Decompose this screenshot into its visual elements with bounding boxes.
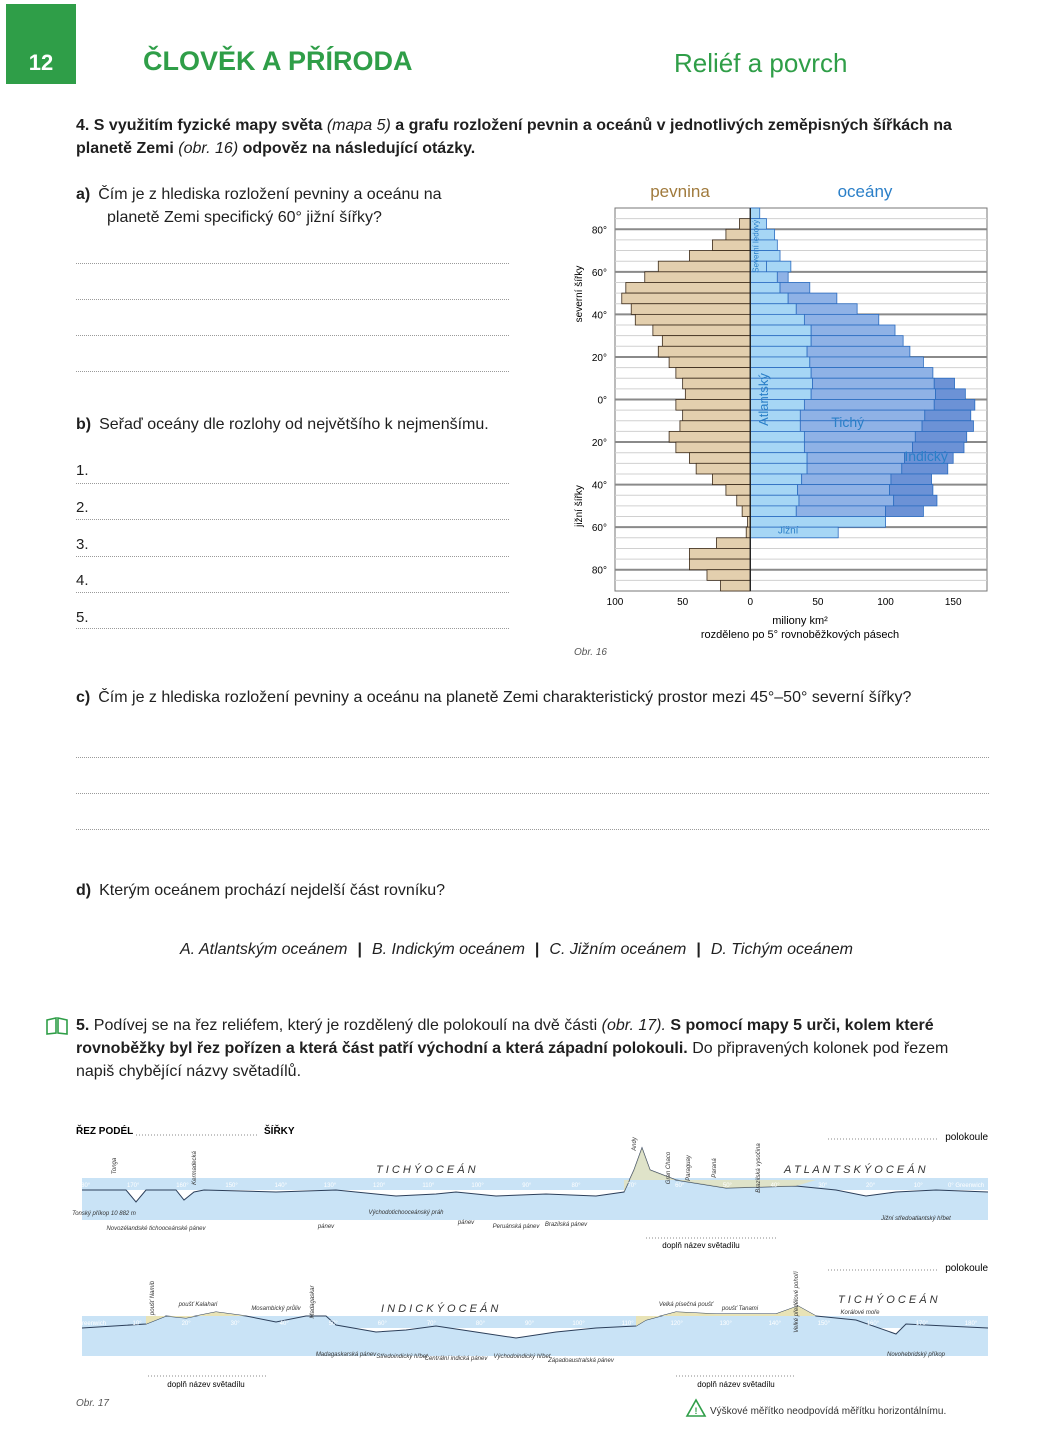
bottom-ocean-pacific: T I C H Ý O C E Á N <box>838 1294 938 1306</box>
longitude-tick: 60° <box>675 1183 685 1189</box>
task4-intro-a: S využitím fyzické mapy světa <box>93 117 323 134</box>
longitude-tick: 150° <box>225 1183 238 1189</box>
x-tick-label: 50 <box>677 597 689 608</box>
ocean-bar <box>750 314 804 325</box>
chart-title-oceans: oceány <box>837 182 893 201</box>
ocean-bar <box>804 314 878 325</box>
land-bar <box>676 400 750 411</box>
warning-text: Výškové měřítko neodpovídá měřítku horizontálnímu. <box>710 1406 947 1417</box>
option-separator: | <box>696 941 701 958</box>
y-tick-label: 40° <box>591 310 607 322</box>
continent-blank-africa-label: doplň název světadílu <box>167 1380 245 1389</box>
answer-line-a4[interactable] <box>76 371 509 372</box>
longitude-tick: 80° <box>475 1321 485 1327</box>
answer-line-b2[interactable] <box>76 519 509 520</box>
ocean-bar <box>796 304 857 315</box>
relief-feature-label: Tonský příkop 10 882 m <box>72 1211 136 1217</box>
land-bar <box>742 506 750 517</box>
land-bar <box>712 240 750 251</box>
section-label: ŘEZ PODÉL <box>76 1126 134 1137</box>
land-bar <box>662 336 750 347</box>
ocean-bar <box>796 506 885 517</box>
longitude-tick: 140° <box>768 1321 781 1327</box>
land-bar <box>653 325 750 336</box>
task5-text-c: S pomocí mapy 5 urči, kolem <box>670 1017 891 1034</box>
ocean-bar <box>810 357 924 368</box>
order-number-4: 4. <box>76 572 89 589</box>
longitude-tick: 70° <box>627 1183 637 1189</box>
ocean-bar <box>798 485 890 496</box>
relief-feature-label: Východotichooceánský práh <box>368 1210 444 1216</box>
top-ocean-pacific: T I C H Ý O C E Á N <box>376 1164 476 1176</box>
longitude-tick: 20° <box>181 1321 191 1327</box>
question-d <box>76 879 776 902</box>
top-sea-surface <box>82 1178 988 1190</box>
relief-feature-label: Kermadecká <box>192 1151 198 1185</box>
ocean-label: Tichý <box>831 414 865 431</box>
ocean-bar <box>750 293 788 304</box>
question-b-label: b) <box>76 416 92 433</box>
question-d-text: Kterým oceánem prochází nejdelší část rovníku? <box>99 882 446 899</box>
chart-title-land: pevnina <box>650 182 710 201</box>
x-tick-label: 100 <box>606 597 624 608</box>
land-bar <box>683 410 751 421</box>
longitude-tick: 180° <box>77 1183 91 1189</box>
ocean-bar <box>936 389 966 400</box>
land-bar <box>645 272 751 283</box>
question-b-text: Seřaď oceány dle rozlohy od největšího k nejmenšímu. <box>99 416 489 433</box>
chart-caption: Obr. 16 <box>574 647 607 658</box>
longitude-tick: 80° <box>571 1183 581 1189</box>
warning-icon <box>687 1400 705 1416</box>
longitude-tick: 40° <box>279 1321 289 1327</box>
ocean-bar <box>799 495 894 506</box>
land-bar <box>683 378 751 389</box>
answer-line-a2[interactable] <box>76 299 509 300</box>
section-suffix: ŠÍŘKY <box>264 1126 295 1137</box>
x-label: miliony km² <box>772 615 828 627</box>
relief-feature-label: Středoindický hřbet <box>376 1354 428 1360</box>
relief-feature-label: poušť Kalahari <box>178 1302 218 1308</box>
ocean-bar <box>812 378 934 389</box>
longitude-tick: 160° <box>176 1183 189 1189</box>
land-bar <box>721 580 751 591</box>
task4-intro-d: šířkách na planetě Zemi <box>76 117 952 157</box>
longitude-tick: 20° <box>866 1183 876 1189</box>
question-a-line2: planetě Zemi specifický 60° jižní šířky? <box>107 209 382 226</box>
ocean-bar <box>811 389 935 400</box>
ocean-bar <box>767 261 791 272</box>
longitude-tick: 180° <box>964 1321 978 1327</box>
topic-title: Reliéf a povrch <box>674 48 848 78</box>
option-separator: | <box>357 941 362 958</box>
y-tick-label: 80° <box>591 225 607 237</box>
ocean-label: Jižní <box>777 525 799 537</box>
land-bar <box>622 293 751 304</box>
task5-text <box>76 1014 991 1083</box>
relief-feature-label: Tonga <box>112 1157 118 1175</box>
ocean-bar <box>890 485 933 496</box>
option-b[interactable]: B. Indickým oceánem <box>371 941 525 958</box>
x-tick-label: 150 <box>944 597 962 608</box>
ocean-bar <box>780 282 810 293</box>
x-tick-label: 100 <box>877 597 894 608</box>
land-bar <box>635 314 750 325</box>
relief-feature-label: Korálové moře <box>840 1310 880 1316</box>
ocean-bar <box>750 442 804 453</box>
longitude-tick: 30° <box>818 1183 828 1189</box>
relief-feature-label: poušť Namib <box>150 1280 156 1316</box>
land-bar <box>737 495 751 506</box>
land-bar <box>696 463 750 474</box>
relief-feature-label: Novozélandské tichooceánské pánev <box>106 1226 206 1232</box>
ocean-bar <box>925 410 971 421</box>
relief-feature-label: Velké předělové pohoří <box>794 1271 800 1333</box>
x-tick-label: 50 <box>812 597 824 608</box>
task4-intro <box>76 114 991 160</box>
svg-text:!: ! <box>694 1406 698 1416</box>
longitude-tick: 110° <box>621 1321 634 1327</box>
question-c-text: Čím je z hlediska rozložení pevniny a oceánu na planetě Zemi charakteristický prostor mezi 45°–50° severní šířky? <box>98 689 912 706</box>
task4-intro-fig-ref: (obr. 16) <box>178 140 239 157</box>
task4-intro-c: a grafu rozložení pevnin a oceánů v jednotlivých zeměpisných <box>395 117 869 134</box>
relief-feature-label: Paraná <box>712 1158 718 1178</box>
task5-fig-ref: (obr. 17). <box>601 1017 666 1034</box>
relief-feature-label: poušť Tanami <box>721 1306 759 1312</box>
ocean-bar <box>922 421 973 432</box>
relief-feature-label: Centrální indická pánev <box>424 1356 488 1362</box>
ocean-bar <box>750 431 804 442</box>
task4-number: 4. <box>76 117 90 134</box>
ocean-bar <box>811 368 933 379</box>
task5-text-d: které rovnoběžky byl řez pořízen a která část patří východní a která západní polokouli. <box>76 1017 934 1057</box>
ocean-bar <box>802 474 891 485</box>
longitude-tick: 10° <box>913 1183 923 1189</box>
relief-feature-label: Andy <box>632 1137 638 1151</box>
land-bar <box>631 304 750 315</box>
relief-feature-label: Brazilská vysočina <box>756 1143 762 1193</box>
longitude-tick: 50° <box>722 1183 732 1189</box>
longitude-tick: 100° <box>572 1321 585 1327</box>
y-tick-label: 80° <box>591 565 607 577</box>
land-bar <box>712 474 750 485</box>
ocean-bar <box>788 293 837 304</box>
ocean-bar <box>807 346 910 357</box>
ocean-bar <box>934 400 975 411</box>
ocean-bar <box>750 336 811 347</box>
book-icon <box>45 1017 69 1035</box>
land-bar <box>669 431 750 442</box>
land-bar <box>680 421 750 432</box>
profile-caption: Obr. 17 <box>76 1398 109 1409</box>
ocean-bar <box>750 495 799 506</box>
relief-feature-label: pánev <box>457 1220 475 1226</box>
longitude-tick: 170° <box>126 1183 140 1189</box>
y-tick-label: 0° <box>597 395 607 407</box>
ocean-bar <box>750 506 796 517</box>
top-ocean-atlantic: A T L A N T S K Ý O C E Á N <box>784 1164 926 1176</box>
ocean-bar <box>934 378 954 389</box>
relief-feature-label: Novohebridský příkop <box>886 1352 946 1358</box>
ocean-bar <box>804 431 915 442</box>
ocean-bar <box>891 474 932 485</box>
ocean-bar <box>750 208 759 219</box>
y-tick-label: 60° <box>591 523 607 535</box>
question-b <box>76 413 526 436</box>
longitude-tick: 120° <box>670 1321 683 1327</box>
question-c-label: c) <box>76 689 91 706</box>
y-tick-label: 20° <box>591 438 607 450</box>
question-a-line1: Čím je z hlediska rozložení pevniny a oceánu na <box>98 186 442 203</box>
answer-line-c2[interactable] <box>76 793 989 794</box>
land-bar <box>685 389 750 400</box>
ocean-bar <box>750 463 807 474</box>
ocean-bar <box>750 453 807 464</box>
hemisphere-label-bottom: polokoule <box>945 1263 988 1274</box>
land-bar <box>676 442 750 453</box>
ocean-bar <box>811 325 895 336</box>
relief-feature-label: Mosambický průliv <box>251 1306 301 1312</box>
ocean-bar <box>804 442 912 453</box>
land-bar <box>716 538 750 549</box>
task5-text-e: Do připravených kolonek <box>692 1040 869 1057</box>
ocean-bar <box>804 400 934 411</box>
order-number-3: 3. <box>76 536 89 553</box>
longitude-tick: 60° <box>377 1321 387 1327</box>
longitude-tick: 40° <box>770 1183 780 1189</box>
question-d-label: d) <box>76 882 92 899</box>
longitude-tick: 110° <box>422 1183 435 1189</box>
longitude-tick: 90° <box>524 1321 535 1327</box>
y-tick-label: 20° <box>591 352 607 364</box>
order-number-2: 2. <box>76 499 89 516</box>
option-c[interactable]: C. Jižním oceánem <box>549 941 687 958</box>
relief-feature-label: Západoaustralská pánev <box>548 1358 614 1364</box>
ocean-bar <box>807 463 902 474</box>
ocean-bar <box>750 346 807 357</box>
y-label-north: severní šířky <box>574 265 585 323</box>
answer-line-a1[interactable] <box>76 263 509 264</box>
question-c <box>76 686 1016 709</box>
relief-profile <box>69 1120 996 1420</box>
y-label-south: jižní šířky <box>574 485 585 527</box>
longitude-tick: 0° Greenwich <box>69 1321 107 1327</box>
longitude-tick: 140° <box>274 1183 288 1189</box>
ocean-bar <box>750 325 811 336</box>
continent-blank-top-label: doplň název světadílu <box>662 1241 740 1250</box>
bottom-ocean-indian: I N D I C K Ý O C E Á N <box>381 1303 499 1315</box>
question-a <box>76 183 516 229</box>
relief-feature-label: Paraguay <box>686 1155 692 1181</box>
longitude-tick: 30° <box>230 1321 240 1327</box>
land-bar <box>626 282 750 293</box>
option-a[interactable]: A. Atlantským oceánem <box>180 941 348 958</box>
ocean-bar <box>750 282 780 293</box>
ocean-label: Atlantský <box>755 373 771 426</box>
land-bar <box>726 485 750 496</box>
land-bar <box>689 251 750 262</box>
ocean-bar <box>807 453 904 464</box>
ocean-bar <box>894 495 937 506</box>
relief-feature-label: Jižní středoatlantský hřbet <box>881 1216 951 1222</box>
option-separator: | <box>534 941 540 958</box>
longitude-tick: 0° Greenwich <box>947 1183 985 1189</box>
question-d-options <box>180 941 960 959</box>
page-number: 12 <box>28 50 54 75</box>
hemisphere-label-top: polokoule <box>945 1132 988 1143</box>
answer-line-b4[interactable] <box>76 592 509 593</box>
continent-blank-australia-label: doplň název světadílu <box>697 1380 775 1389</box>
longitude-tick: 100° <box>471 1183 484 1189</box>
relief-feature-label: Madagaskar <box>310 1285 316 1319</box>
order-number-1: 1. <box>76 462 89 479</box>
x-tick-label: 0 <box>747 597 754 608</box>
relief-feature-label: Velká písečná poušť <box>658 1302 714 1308</box>
relief-feature-label: Brazilská pánev <box>544 1222 588 1228</box>
ocean-bar <box>750 357 810 368</box>
relief-feature-label: Gran Chaco <box>666 1151 672 1185</box>
longitude-tick: 150° <box>817 1321 831 1327</box>
longitude-tick: 10° <box>132 1321 142 1327</box>
ocean-bar <box>902 463 948 474</box>
ocean-bar <box>750 485 797 496</box>
ocean-bar <box>777 272 788 283</box>
longitude-tick: 130° <box>719 1321 732 1327</box>
longitude-tick: 50° <box>328 1321 338 1327</box>
land-bar <box>689 548 750 559</box>
land-bar <box>658 346 750 357</box>
relief-feature-label: Madagaskarská pánev <box>315 1352 377 1358</box>
ocean-label: Indický <box>904 448 948 465</box>
answer-line-b3[interactable] <box>76 556 509 557</box>
x-label-note: rozděleno po 5° rovnoběžkových pásech <box>700 629 900 641</box>
ocean-bar <box>811 336 903 347</box>
chapter-title: ČLOVĚK A PŘÍRODA <box>143 46 413 76</box>
ocean-bar <box>750 304 796 315</box>
land-bar <box>739 219 750 230</box>
task4-intro-map-ref: (mapa 5) <box>326 117 391 134</box>
y-tick-label: 60° <box>591 267 607 279</box>
land-ocean-chart <box>560 176 1000 666</box>
land-bar <box>707 570 750 581</box>
ocean-bar <box>915 431 966 442</box>
land-bar <box>689 453 750 464</box>
land-bar <box>689 559 750 570</box>
relief-feature-label: Peruánská pánev <box>492 1224 540 1230</box>
task5-text-f: pod řezem napiš chybějící názvy světadílů. <box>76 1040 949 1080</box>
land-bar <box>658 261 750 272</box>
ocean-bar <box>750 474 801 485</box>
longitude-tick: 160° <box>866 1321 880 1327</box>
longitude-tick: 170° <box>915 1321 929 1327</box>
answer-line-a3[interactable] <box>76 335 509 336</box>
relief-feature-label: Východoindický hřbet <box>493 1354 551 1360</box>
page-number-badge <box>6 4 76 84</box>
answer-line-c3[interactable] <box>76 829 989 830</box>
land-bar <box>726 229 750 240</box>
task5-number: 5. <box>76 1017 90 1034</box>
answer-line-c1[interactable] <box>76 757 989 758</box>
task5-text-a: Podívej se na řez reliéfem, který je rozdělený dle polokoulí na dvě části <box>93 1017 598 1034</box>
longitude-tick: 120° <box>372 1183 386 1189</box>
answer-line-b1[interactable] <box>76 483 509 484</box>
longitude-tick: 70° <box>426 1321 436 1327</box>
land-bar <box>669 357 750 368</box>
ocean-label: Severní ledový <box>751 219 761 273</box>
option-d[interactable]: D. Tichým oceánem <box>710 941 853 958</box>
land-bar <box>676 368 750 379</box>
ocean-bar <box>886 506 924 517</box>
answer-line-b5[interactable] <box>76 628 509 629</box>
relief-feature-label: pánev <box>317 1224 335 1230</box>
longitude-tick: 130° <box>323 1183 337 1189</box>
question-a-label: a) <box>76 186 91 203</box>
task4-intro-f: odpověz na následující otázky. <box>242 140 476 157</box>
ocean-bar <box>750 517 885 528</box>
y-tick-label: 40° <box>591 480 607 492</box>
order-number-5: 5. <box>76 609 89 626</box>
longitude-tick: 90° <box>522 1183 532 1189</box>
